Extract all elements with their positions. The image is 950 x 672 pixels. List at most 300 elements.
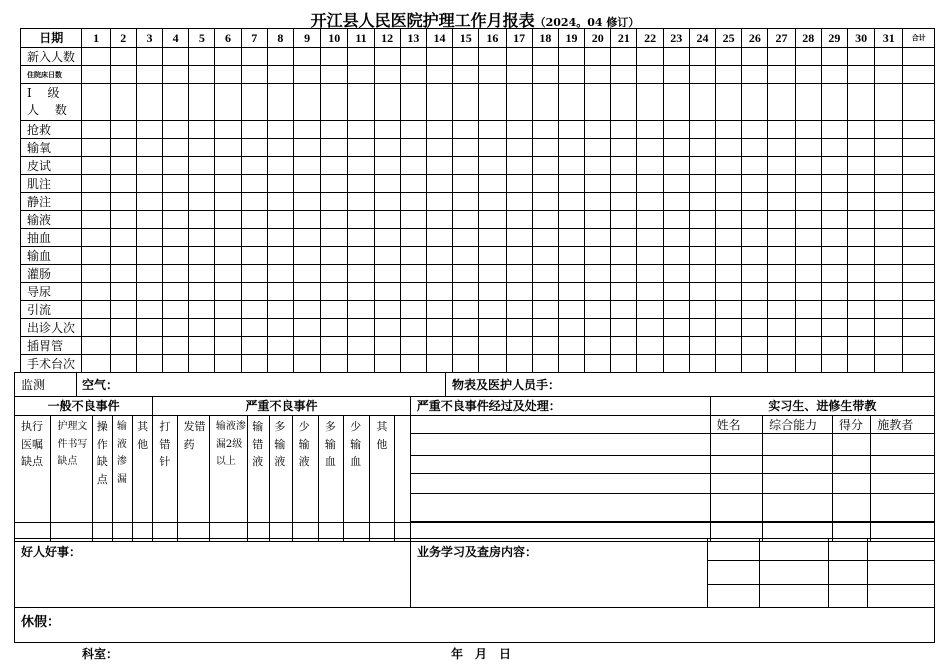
- grid-cell[interactable]: [453, 139, 479, 157]
- grid-cell[interactable]: [637, 84, 663, 121]
- grid-cell[interactable]: [821, 157, 847, 175]
- grid-cell[interactable]: [189, 265, 215, 283]
- grid-cell[interactable]: [903, 157, 935, 175]
- grid-cell[interactable]: [241, 66, 267, 84]
- grid-cell[interactable]: [479, 211, 506, 229]
- grid-cell[interactable]: [293, 265, 320, 283]
- grid-cell[interactable]: [903, 48, 935, 66]
- grid-cell[interactable]: [374, 211, 400, 229]
- grid-cell[interactable]: [585, 265, 611, 283]
- grid-cell[interactable]: [293, 337, 320, 355]
- grid-cell[interactable]: [506, 247, 532, 265]
- grid-cell[interactable]: [374, 175, 400, 193]
- grid-cell[interactable]: [768, 265, 795, 283]
- grid-cell[interactable]: [110, 84, 136, 121]
- grid-cell[interactable]: [716, 66, 742, 84]
- grid-cell[interactable]: [585, 283, 611, 301]
- grid-cell[interactable]: [689, 211, 715, 229]
- grid-cell[interactable]: [903, 211, 935, 229]
- grid-cell[interactable]: [611, 84, 637, 121]
- grid-cell[interactable]: [768, 247, 795, 265]
- grid-cell[interactable]: [795, 355, 821, 373]
- grid-cell[interactable]: [558, 139, 584, 157]
- grid-cell[interactable]: [847, 121, 874, 139]
- grid-cell[interactable]: [241, 283, 267, 301]
- grid-cell[interactable]: [321, 247, 348, 265]
- grid-cell[interactable]: [716, 301, 742, 319]
- grid-cell[interactable]: [400, 283, 426, 301]
- grid-cell[interactable]: [163, 121, 189, 139]
- grid-cell[interactable]: [611, 157, 637, 175]
- grid-cell[interactable]: [215, 175, 241, 193]
- grid-cell[interactable]: [426, 283, 452, 301]
- grid-cell[interactable]: [611, 283, 637, 301]
- grid-cell[interactable]: [821, 301, 847, 319]
- grid-cell[interactable]: [847, 139, 874, 157]
- grid-cell[interactable]: [348, 48, 374, 66]
- grid-cell[interactable]: [716, 139, 742, 157]
- grid-cell[interactable]: [875, 211, 903, 229]
- grid-cell[interactable]: [321, 355, 348, 373]
- grid-cell[interactable]: [189, 301, 215, 319]
- grid-cell[interactable]: [742, 121, 768, 139]
- grid-cell[interactable]: [637, 265, 663, 283]
- grid-cell[interactable]: [611, 211, 637, 229]
- grid-cell[interactable]: [716, 175, 742, 193]
- grid-cell[interactable]: [321, 84, 348, 121]
- grid-cell[interactable]: [348, 211, 374, 229]
- grid-cell[interactable]: [453, 265, 479, 283]
- grid-cell[interactable]: [768, 193, 795, 211]
- grid-cell[interactable]: [532, 283, 558, 301]
- grid-cell[interactable]: [795, 48, 821, 66]
- grid-cell[interactable]: [400, 229, 426, 247]
- grid-cell[interactable]: [426, 66, 452, 84]
- grid-cell[interactable]: [847, 157, 874, 175]
- grid-cell[interactable]: [689, 319, 715, 337]
- grid-cell[interactable]: [716, 211, 742, 229]
- grid-cell[interactable]: [241, 175, 267, 193]
- grid-cell[interactable]: [821, 193, 847, 211]
- grid-cell[interactable]: [611, 337, 637, 355]
- grid-cell[interactable]: [847, 211, 874, 229]
- grid-cell[interactable]: [267, 66, 293, 84]
- grid-cell[interactable]: [267, 211, 293, 229]
- grid-cell[interactable]: [374, 283, 400, 301]
- grid-cell[interactable]: [768, 48, 795, 66]
- grid-cell[interactable]: [374, 337, 400, 355]
- grid-cell[interactable]: [795, 175, 821, 193]
- grid-cell[interactable]: [847, 301, 874, 319]
- grid-cell[interactable]: [426, 319, 452, 337]
- grid-cell[interactable]: [558, 211, 584, 229]
- grid-cell[interactable]: [875, 84, 903, 121]
- grid-cell[interactable]: [348, 66, 374, 84]
- grid-cell[interactable]: [663, 229, 689, 247]
- grid-cell[interactable]: [903, 193, 935, 211]
- grid-cell[interactable]: [506, 121, 532, 139]
- grid-cell[interactable]: [742, 229, 768, 247]
- grid-cell[interactable]: [400, 121, 426, 139]
- grid-cell[interactable]: [136, 283, 162, 301]
- grid-cell[interactable]: [400, 175, 426, 193]
- grid-cell[interactable]: [821, 175, 847, 193]
- grid-cell[interactable]: [768, 283, 795, 301]
- grid-cell[interactable]: [136, 84, 162, 121]
- grid-cell[interactable]: [585, 229, 611, 247]
- grid-cell[interactable]: [558, 355, 584, 373]
- grid-cell[interactable]: [689, 175, 715, 193]
- grid-cell[interactable]: [795, 283, 821, 301]
- grid-cell[interactable]: [82, 48, 110, 66]
- grid-cell[interactable]: [875, 337, 903, 355]
- grid-cell[interactable]: [189, 319, 215, 337]
- grid-cell[interactable]: [110, 175, 136, 193]
- grid-cell[interactable]: [400, 157, 426, 175]
- grid-cell[interactable]: [637, 139, 663, 157]
- grid-cell[interactable]: [875, 283, 903, 301]
- grid-cell[interactable]: [293, 301, 320, 319]
- grid-cell[interactable]: [875, 319, 903, 337]
- grid-cell[interactable]: [821, 48, 847, 66]
- grid-cell[interactable]: [875, 48, 903, 66]
- grid-cell[interactable]: [163, 157, 189, 175]
- grid-cell[interactable]: [795, 337, 821, 355]
- grid-cell[interactable]: [821, 84, 847, 121]
- grid-cell[interactable]: [189, 84, 215, 121]
- grid-cell[interactable]: [637, 66, 663, 84]
- grid-cell[interactable]: [453, 247, 479, 265]
- grid-cell[interactable]: [611, 301, 637, 319]
- grid-cell[interactable]: [400, 48, 426, 66]
- grid-cell[interactable]: [611, 193, 637, 211]
- grid-cell[interactable]: [215, 157, 241, 175]
- grid-cell[interactable]: [426, 229, 452, 247]
- grid-cell[interactable]: [400, 355, 426, 373]
- grid-cell[interactable]: [821, 319, 847, 337]
- grid-cell[interactable]: [110, 247, 136, 265]
- grid-cell[interactable]: [768, 84, 795, 121]
- grid-cell[interactable]: [241, 301, 267, 319]
- grid-cell[interactable]: [163, 175, 189, 193]
- grid-cell[interactable]: [163, 229, 189, 247]
- grid-cell[interactable]: [506, 355, 532, 373]
- grid-cell[interactable]: [163, 139, 189, 157]
- grid-cell[interactable]: [189, 229, 215, 247]
- grid-cell[interactable]: [479, 66, 506, 84]
- grid-cell[interactable]: [689, 84, 715, 121]
- grid-cell[interactable]: [400, 211, 426, 229]
- grid-cell[interactable]: [321, 337, 348, 355]
- grid-cell[interactable]: [241, 139, 267, 157]
- grid-cell[interactable]: [348, 193, 374, 211]
- grid-cell[interactable]: [136, 265, 162, 283]
- grid-cell[interactable]: [479, 229, 506, 247]
- grid-cell[interactable]: [374, 319, 400, 337]
- grid-cell[interactable]: [479, 157, 506, 175]
- grid-cell[interactable]: [426, 193, 452, 211]
- grid-cell[interactable]: [768, 229, 795, 247]
- grid-cell[interactable]: [453, 84, 479, 121]
- grid-cell[interactable]: [293, 157, 320, 175]
- grid-cell[interactable]: [348, 175, 374, 193]
- grid-cell[interactable]: [453, 355, 479, 373]
- grid-cell[interactable]: [479, 301, 506, 319]
- grid-cell[interactable]: [241, 48, 267, 66]
- grid-cell[interactable]: [110, 48, 136, 66]
- grid-cell[interactable]: [426, 121, 452, 139]
- grid-cell[interactable]: [847, 84, 874, 121]
- grid-cell[interactable]: [426, 175, 452, 193]
- grid-cell[interactable]: [821, 211, 847, 229]
- grid-cell[interactable]: [348, 139, 374, 157]
- grid-cell[interactable]: [267, 48, 293, 66]
- grid-cell[interactable]: [847, 337, 874, 355]
- grid-cell[interactable]: [847, 265, 874, 283]
- grid-cell[interactable]: [506, 84, 532, 121]
- grid-cell[interactable]: [847, 229, 874, 247]
- grid-cell[interactable]: [136, 319, 162, 337]
- grid-cell[interactable]: [611, 247, 637, 265]
- grid-cell[interactable]: [821, 247, 847, 265]
- grid-cell[interactable]: [110, 211, 136, 229]
- grid-cell[interactable]: [293, 193, 320, 211]
- grid-cell[interactable]: [585, 211, 611, 229]
- grid-cell[interactable]: [558, 229, 584, 247]
- grid-cell[interactable]: [821, 121, 847, 139]
- grid-cell[interactable]: [903, 247, 935, 265]
- grid-cell[interactable]: [742, 265, 768, 283]
- grid-cell[interactable]: [689, 265, 715, 283]
- grid-cell[interactable]: [136, 193, 162, 211]
- grid-cell[interactable]: [532, 301, 558, 319]
- grid-cell[interactable]: [136, 175, 162, 193]
- grid-cell[interactable]: [585, 193, 611, 211]
- grid-cell[interactable]: [241, 193, 267, 211]
- grid-cell[interactable]: [374, 193, 400, 211]
- grid-cell[interactable]: [716, 48, 742, 66]
- grid-cell[interactable]: [742, 355, 768, 373]
- grid-cell[interactable]: [558, 319, 584, 337]
- grid-cell[interactable]: [136, 211, 162, 229]
- grid-cell[interactable]: [479, 337, 506, 355]
- grid-cell[interactable]: [321, 48, 348, 66]
- grid-cell[interactable]: [875, 229, 903, 247]
- grid-cell[interactable]: [293, 247, 320, 265]
- grid-cell[interactable]: [348, 229, 374, 247]
- grid-cell[interactable]: [821, 66, 847, 84]
- grid-cell[interactable]: [637, 48, 663, 66]
- grid-cell[interactable]: [348, 265, 374, 283]
- grid-cell[interactable]: [267, 355, 293, 373]
- grid-cell[interactable]: [215, 121, 241, 139]
- grid-cell[interactable]: [215, 337, 241, 355]
- grid-cell[interactable]: [768, 175, 795, 193]
- grid-cell[interactable]: [241, 211, 267, 229]
- grid-cell[interactable]: [110, 337, 136, 355]
- grid-cell[interactable]: [453, 193, 479, 211]
- grid-cell[interactable]: [875, 355, 903, 373]
- grid-cell[interactable]: [821, 283, 847, 301]
- grid-cell[interactable]: [506, 157, 532, 175]
- grid-cell[interactable]: [163, 84, 189, 121]
- grid-cell[interactable]: [479, 283, 506, 301]
- grid-cell[interactable]: [663, 66, 689, 84]
- grid-cell[interactable]: [742, 139, 768, 157]
- grid-cell[interactable]: [637, 121, 663, 139]
- grid-cell[interactable]: [637, 175, 663, 193]
- grid-cell[interactable]: [585, 48, 611, 66]
- grid-cell[interactable]: [110, 229, 136, 247]
- grid-cell[interactable]: [321, 175, 348, 193]
- grid-cell[interactable]: [903, 229, 935, 247]
- grid-cell[interactable]: [716, 84, 742, 121]
- grid-cell[interactable]: [293, 211, 320, 229]
- grid-cell[interactable]: [426, 48, 452, 66]
- grid-cell[interactable]: [742, 283, 768, 301]
- grid-cell[interactable]: [637, 301, 663, 319]
- grid-cell[interactable]: [110, 139, 136, 157]
- grid-cell[interactable]: [716, 193, 742, 211]
- grid-cell[interactable]: [293, 66, 320, 84]
- grid-cell[interactable]: [663, 301, 689, 319]
- grid-cell[interactable]: [82, 283, 110, 301]
- grid-cell[interactable]: [663, 48, 689, 66]
- grid-cell[interactable]: [532, 247, 558, 265]
- grid-cell[interactable]: [110, 319, 136, 337]
- grid-cell[interactable]: [293, 319, 320, 337]
- grid-cell[interactable]: [479, 355, 506, 373]
- grid-cell[interactable]: [532, 211, 558, 229]
- grid-cell[interactable]: [875, 157, 903, 175]
- grid-cell[interactable]: [82, 84, 110, 121]
- grid-cell[interactable]: [241, 121, 267, 139]
- grid-cell[interactable]: [189, 247, 215, 265]
- grid-cell[interactable]: [400, 337, 426, 355]
- grid-cell[interactable]: [795, 247, 821, 265]
- grid-cell[interactable]: [585, 247, 611, 265]
- grid-cell[interactable]: [689, 301, 715, 319]
- grid-cell[interactable]: [611, 229, 637, 247]
- grid-cell[interactable]: [374, 265, 400, 283]
- grid-cell[interactable]: [136, 229, 162, 247]
- grid-cell[interactable]: [82, 319, 110, 337]
- grid-cell[interactable]: [136, 355, 162, 373]
- grid-cell[interactable]: [506, 139, 532, 157]
- grid-cell[interactable]: [663, 337, 689, 355]
- grid-cell[interactable]: [348, 121, 374, 139]
- grid-cell[interactable]: [716, 355, 742, 373]
- grid-cell[interactable]: [479, 247, 506, 265]
- grid-cell[interactable]: [795, 121, 821, 139]
- grid-cell[interactable]: [82, 66, 110, 84]
- grid-cell[interactable]: [847, 48, 874, 66]
- grid-cell[interactable]: [163, 211, 189, 229]
- grid-cell[interactable]: [110, 193, 136, 211]
- grid-cell[interactable]: [479, 139, 506, 157]
- grid-cell[interactable]: [400, 139, 426, 157]
- grid-cell[interactable]: [400, 301, 426, 319]
- grid-cell[interactable]: [875, 247, 903, 265]
- grid-cell[interactable]: [768, 355, 795, 373]
- grid-cell[interactable]: [847, 247, 874, 265]
- grid-cell[interactable]: [742, 193, 768, 211]
- grid-cell[interactable]: [847, 193, 874, 211]
- grid-cell[interactable]: [506, 301, 532, 319]
- grid-cell[interactable]: [374, 355, 400, 373]
- grid-cell[interactable]: [742, 319, 768, 337]
- grid-cell[interactable]: [637, 229, 663, 247]
- grid-cell[interactable]: [875, 265, 903, 283]
- grid-cell[interactable]: [82, 355, 110, 373]
- grid-cell[interactable]: [136, 66, 162, 84]
- grid-cell[interactable]: [374, 66, 400, 84]
- grid-cell[interactable]: [215, 211, 241, 229]
- grid-cell[interactable]: [267, 139, 293, 157]
- grid-cell[interactable]: [374, 229, 400, 247]
- grid-cell[interactable]: [506, 66, 532, 84]
- grid-cell[interactable]: [189, 66, 215, 84]
- grid-cell[interactable]: [267, 175, 293, 193]
- grid-cell[interactable]: [689, 66, 715, 84]
- grid-cell[interactable]: [637, 157, 663, 175]
- grid-cell[interactable]: [453, 157, 479, 175]
- grid-cell[interactable]: [903, 283, 935, 301]
- grid-cell[interactable]: [479, 84, 506, 121]
- grid-cell[interactable]: [558, 84, 584, 121]
- grid-cell[interactable]: [903, 66, 935, 84]
- grid-cell[interactable]: [136, 48, 162, 66]
- grid-cell[interactable]: [374, 84, 400, 121]
- grid-cell[interactable]: [903, 355, 935, 373]
- grid-cell[interactable]: [532, 139, 558, 157]
- grid-cell[interactable]: [453, 229, 479, 247]
- grid-cell[interactable]: [585, 319, 611, 337]
- grid-cell[interactable]: [795, 265, 821, 283]
- grid-cell[interactable]: [506, 175, 532, 193]
- grid-cell[interactable]: [163, 337, 189, 355]
- grid-cell[interactable]: [903, 337, 935, 355]
- grid-cell[interactable]: [267, 229, 293, 247]
- grid-cell[interactable]: [189, 283, 215, 301]
- grid-cell[interactable]: [241, 157, 267, 175]
- grid-cell[interactable]: [267, 157, 293, 175]
- grid-cell[interactable]: [426, 157, 452, 175]
- grid-cell[interactable]: [506, 265, 532, 283]
- grid-cell[interactable]: [479, 265, 506, 283]
- grid-cell[interactable]: [768, 157, 795, 175]
- grid-cell[interactable]: [716, 337, 742, 355]
- grid-cell[interactable]: [82, 247, 110, 265]
- grid-cell[interactable]: [795, 66, 821, 84]
- grid-cell[interactable]: [663, 247, 689, 265]
- grid-cell[interactable]: [558, 175, 584, 193]
- grid-cell[interactable]: [903, 175, 935, 193]
- grid-cell[interactable]: [321, 121, 348, 139]
- grid-cell[interactable]: [293, 175, 320, 193]
- grid-cell[interactable]: [742, 48, 768, 66]
- grid-cell[interactable]: [348, 157, 374, 175]
- grid-cell[interactable]: [321, 301, 348, 319]
- grid-cell[interactable]: [558, 48, 584, 66]
- grid-cell[interactable]: [136, 121, 162, 139]
- grid-cell[interactable]: [426, 211, 452, 229]
- grid-cell[interactable]: [558, 283, 584, 301]
- grid-cell[interactable]: [768, 337, 795, 355]
- grid-cell[interactable]: [637, 319, 663, 337]
- grid-cell[interactable]: [163, 301, 189, 319]
- grid-cell[interactable]: [716, 283, 742, 301]
